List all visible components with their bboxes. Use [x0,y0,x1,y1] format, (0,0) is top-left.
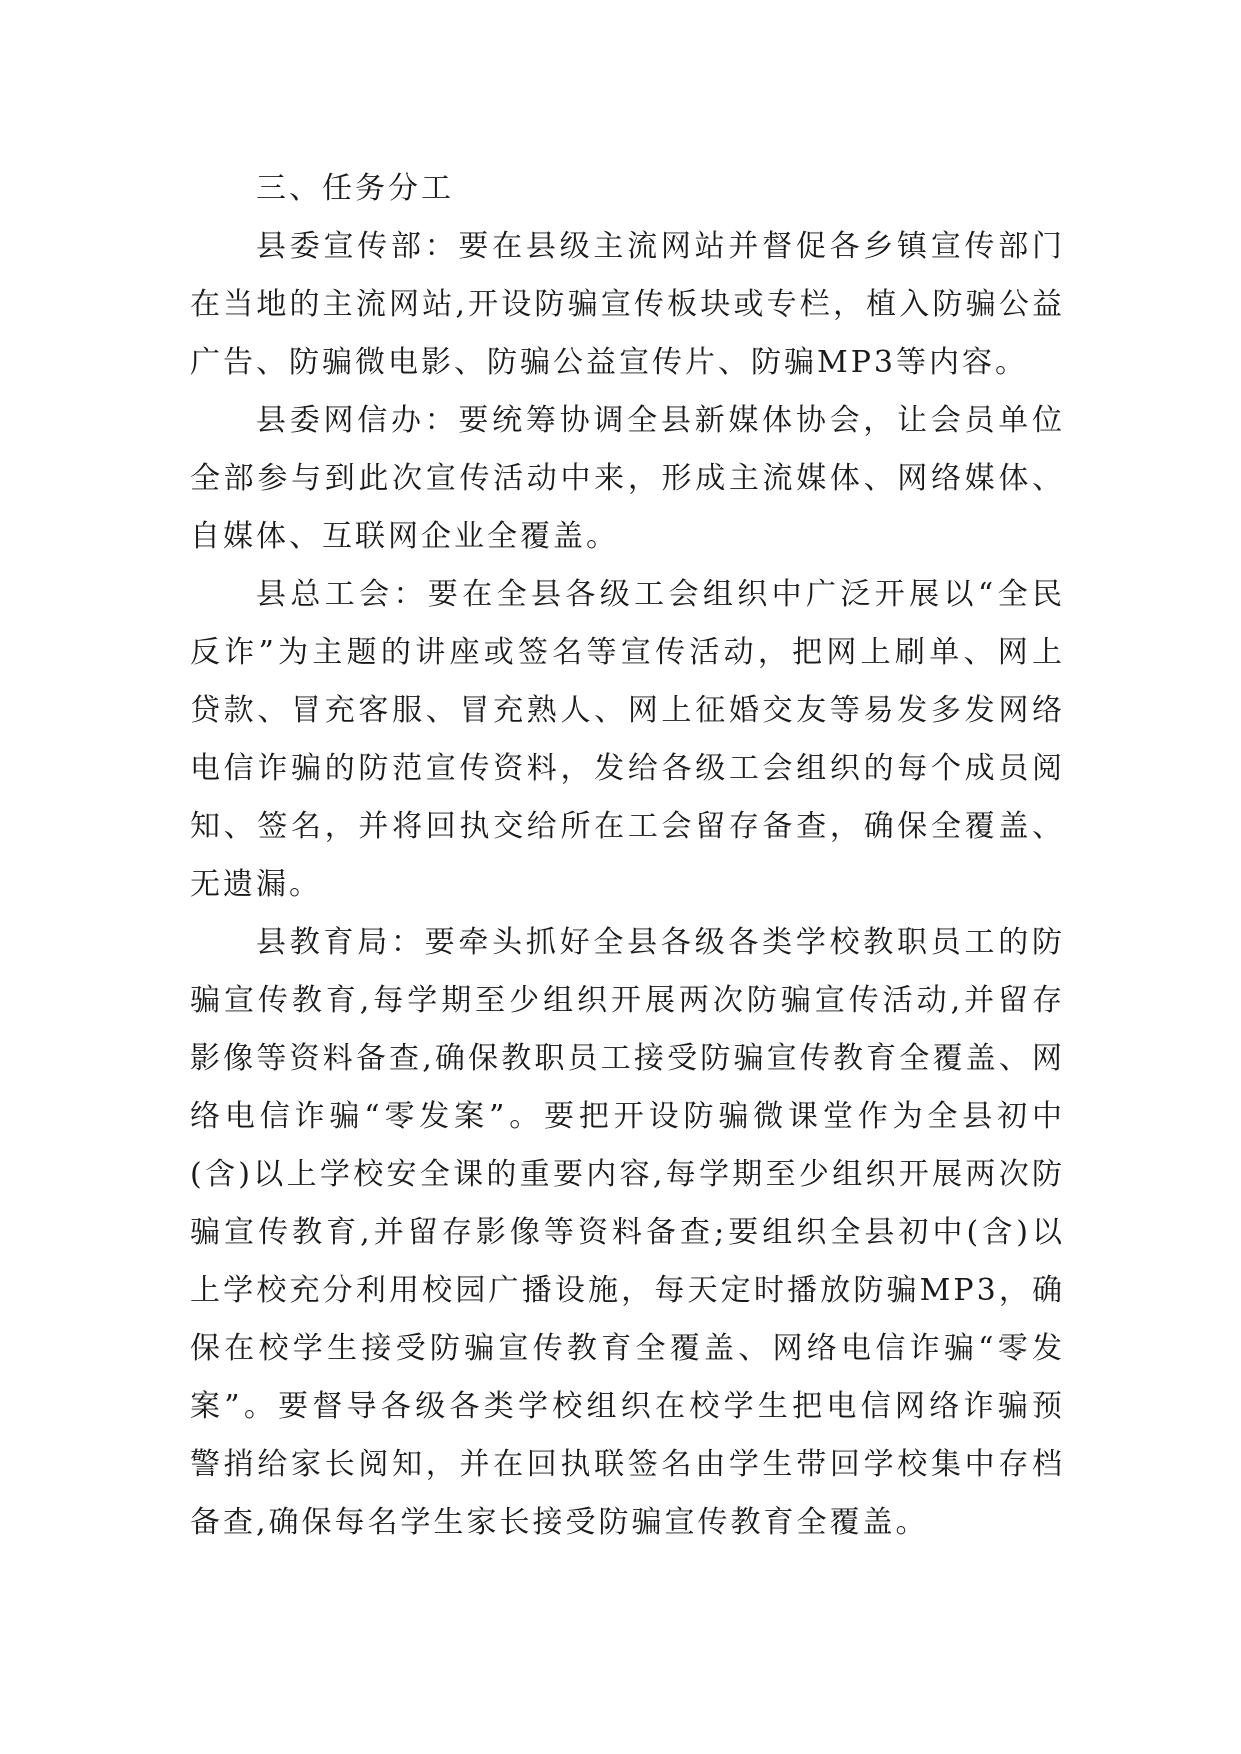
section-heading: 三、任务分工 [256,171,454,206]
document-body [190,160,1065,1552]
paragraph-propaganda-dept: 县委宣传部：要在县级主流网站并督促各乡镇宣传部门在当地的主流网站,开设防骗宣传板块或专栏，植入防骗公益广告、防骗微电影、防骗公益宣传片、防骗MP3等内容。 [190,229,1065,380]
paragraph-trade-union: 县总工会：要在全县各级工会组织中广泛开展以“全民反诈”为主题的讲座或签名等宣传活动，把网上刷单、网上贷款、冒充客服、冒充熟人、网上征婚交友等易发多发网络电信诈骗的防范宣传资料，发给各级工会组织的每个成员阅知、签名，并将回执交给所在工会留存备查，确保全覆盖、无遗漏。 [190,577,1065,902]
paragraph-education-bureau: 县教育局：要牵头抓好全县各级各类学校教职员工的防骗宣传教育,每学期至少组织开展两次防骗宣传活动,并留存影像等资料备查,确保教职员工接受防骗宣传教育全覆盖、网络电信诈骗“零发案”。要把开设防骗微课堂作为全县初中(含)以上学校安全课的重要内容,每学期至少组织开展两次防骗宣传教育,并留存影像等资料备查;要组织全县初中(含)以上学校充分利用校园广播设施，每天定时播放防骗MP3，确保在校学生接受防骗宣传教育全覆盖、网络电信诈骗“零发案”。要督导各级各类学校组织在校学生把电信网络诈骗预警捎给家长阅知，并在回执联签名由学生带回学校集中存档备查,确保每名学生家长接受防骗宣传教育全覆盖。 [190,925,1065,1540]
paragraph-cyberspace-office: 县委网信办：要统筹协调全县新媒体协会，让会员单位全部参与到此次宣传活动中来，形成主流媒体、网络媒体、自媒体、互联网企业全覆盖。 [190,403,1065,554]
